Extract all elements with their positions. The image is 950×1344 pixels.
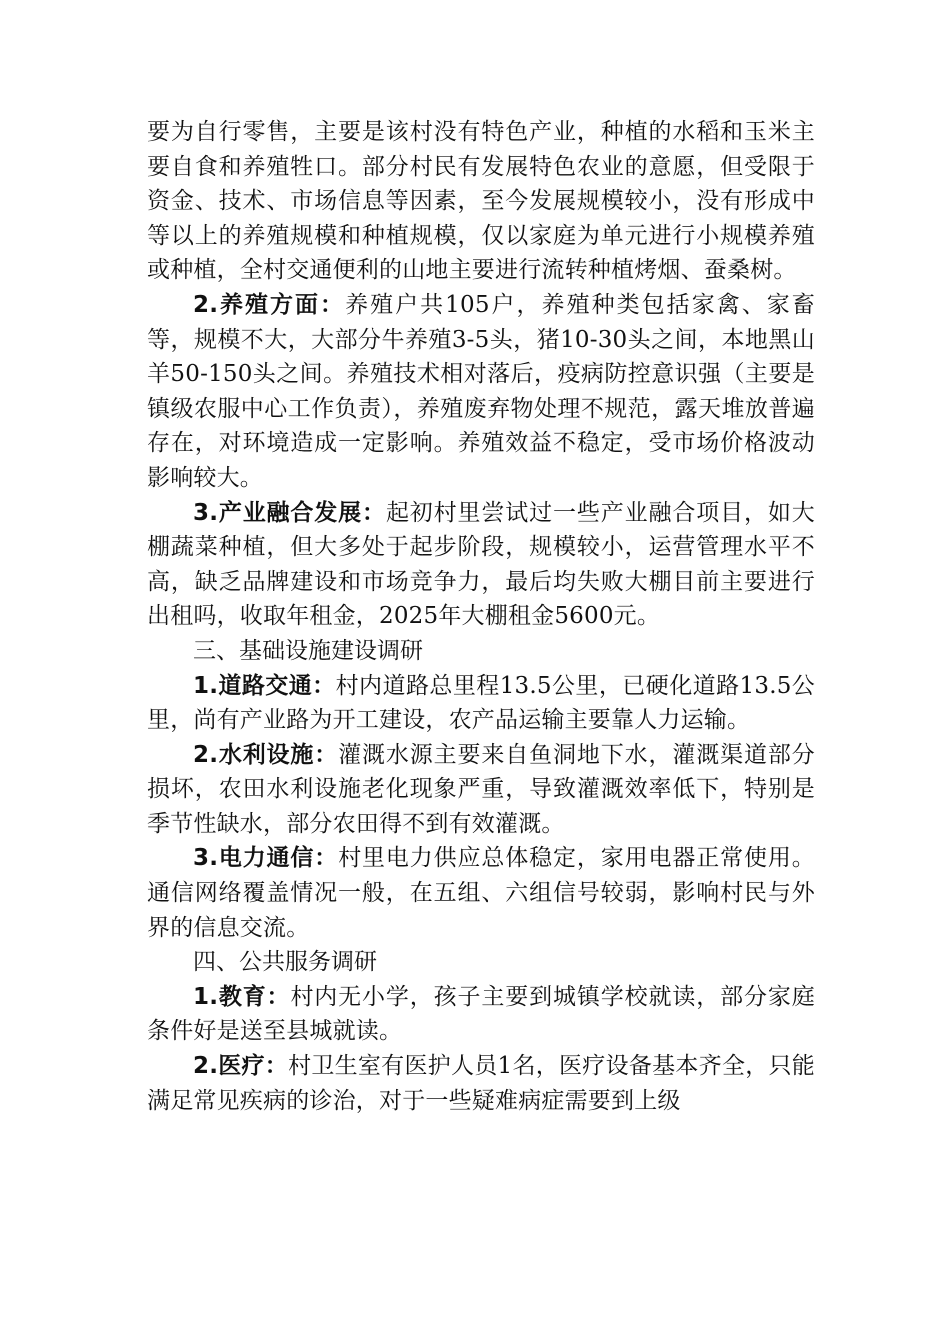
- paragraph-water-facilities: [147, 738, 815, 842]
- section-heading-public-services: 四、公共服务调研: [193, 949, 377, 976]
- paragraph-lead: 3.产业融合发展：: [193, 499, 386, 526]
- paragraph-continuation: [147, 115, 815, 288]
- paragraph-text: 村里电力供应总体稳定，家用电器正常使用。通信网络覆盖情况一般，在五组、六组信号较弱，影响村民与外界的信息交流。: [147, 845, 815, 941]
- paragraph-medical: [147, 1049, 815, 1118]
- paragraph-text: 起初村里尝试过一些产业融合项目，如大棚蔬菜种植，但大多处于起步阶段，规模较小，运营管理水平不高，缺乏品牌建设和市场竞争力，最后均失败大棚目前主要进行出租吗，收取年租金，2025年大棚租金5600元。: [147, 499, 815, 630]
- paragraph-lead: 2.养殖方面：: [193, 291, 346, 318]
- paragraph-text: 养殖户共105户，养殖种类包括家禽、家畜等，规模不大，大部分牛养殖3-5头，猪10-30头之间，本地黑山羊50-150头之间。养殖技术相对落后，疫病防控意识强（主要是镇级农服中心工作负责），养殖废弃物处理不规范，露天堆放普遍存在，对环境造成一定影响。养殖效益不稳定，受市场价格波动影响较大。: [147, 291, 815, 491]
- paragraph-lead: 2.医疗：: [193, 1053, 289, 1080]
- paragraph-text: 要为自行零售，主要是该村没有特色产业，种植的水稻和玉米主要自食和养殖牲口。部分村民有发展特色农业的意愿，但受限于资金、技术、市场信息等因素，至今发展规模较小，没有形成中等以上的养殖规模和种植规模，仅以家庭为单元进行小规模养殖或种植，全村交通便利的山地主要进行流转种植烤烟、蚕桑树。: [147, 119, 815, 284]
- paragraph-industry-integration: [147, 496, 815, 634]
- paragraph-text: 村卫生室有医护人员1名，医疗设备基本齐全，只能满足常见疾病的诊治，对于一些疑难病症需要到上级: [147, 1053, 816, 1114]
- paragraph-text: 灌溉水源主要来自鱼洞地下水，灌溉渠道部分损坏，农田水利设施老化现象严重，导致灌溉效率低下，特别是季节性缺水，部分农田得不到有效灌溉。: [147, 741, 815, 837]
- paragraph-power-telecom: [147, 841, 815, 945]
- paragraph-lead: 1.教育：: [193, 983, 291, 1010]
- paragraph-lead: 3.电力通信：: [193, 845, 339, 872]
- paragraph-lead: 2.水利设施：: [193, 741, 339, 768]
- paragraph-education: [147, 980, 815, 1049]
- paragraph-text: 村内无小学，孩子主要到城镇学校就读，部分家庭条件好是送至县城就读。: [147, 983, 815, 1045]
- paragraph-breeding: [147, 288, 815, 496]
- section-heading-infrastructure: 三、基础设施建设调研: [193, 637, 423, 664]
- paragraph-roads: [147, 669, 815, 738]
- paragraph-text: 村内道路总里程13.5公里，已硬化道路13.5公里，尚有产业路为开工建设，农产品运输主要靠人力运输。: [147, 672, 815, 734]
- paragraph-lead: 1.道路交通：: [193, 672, 336, 699]
